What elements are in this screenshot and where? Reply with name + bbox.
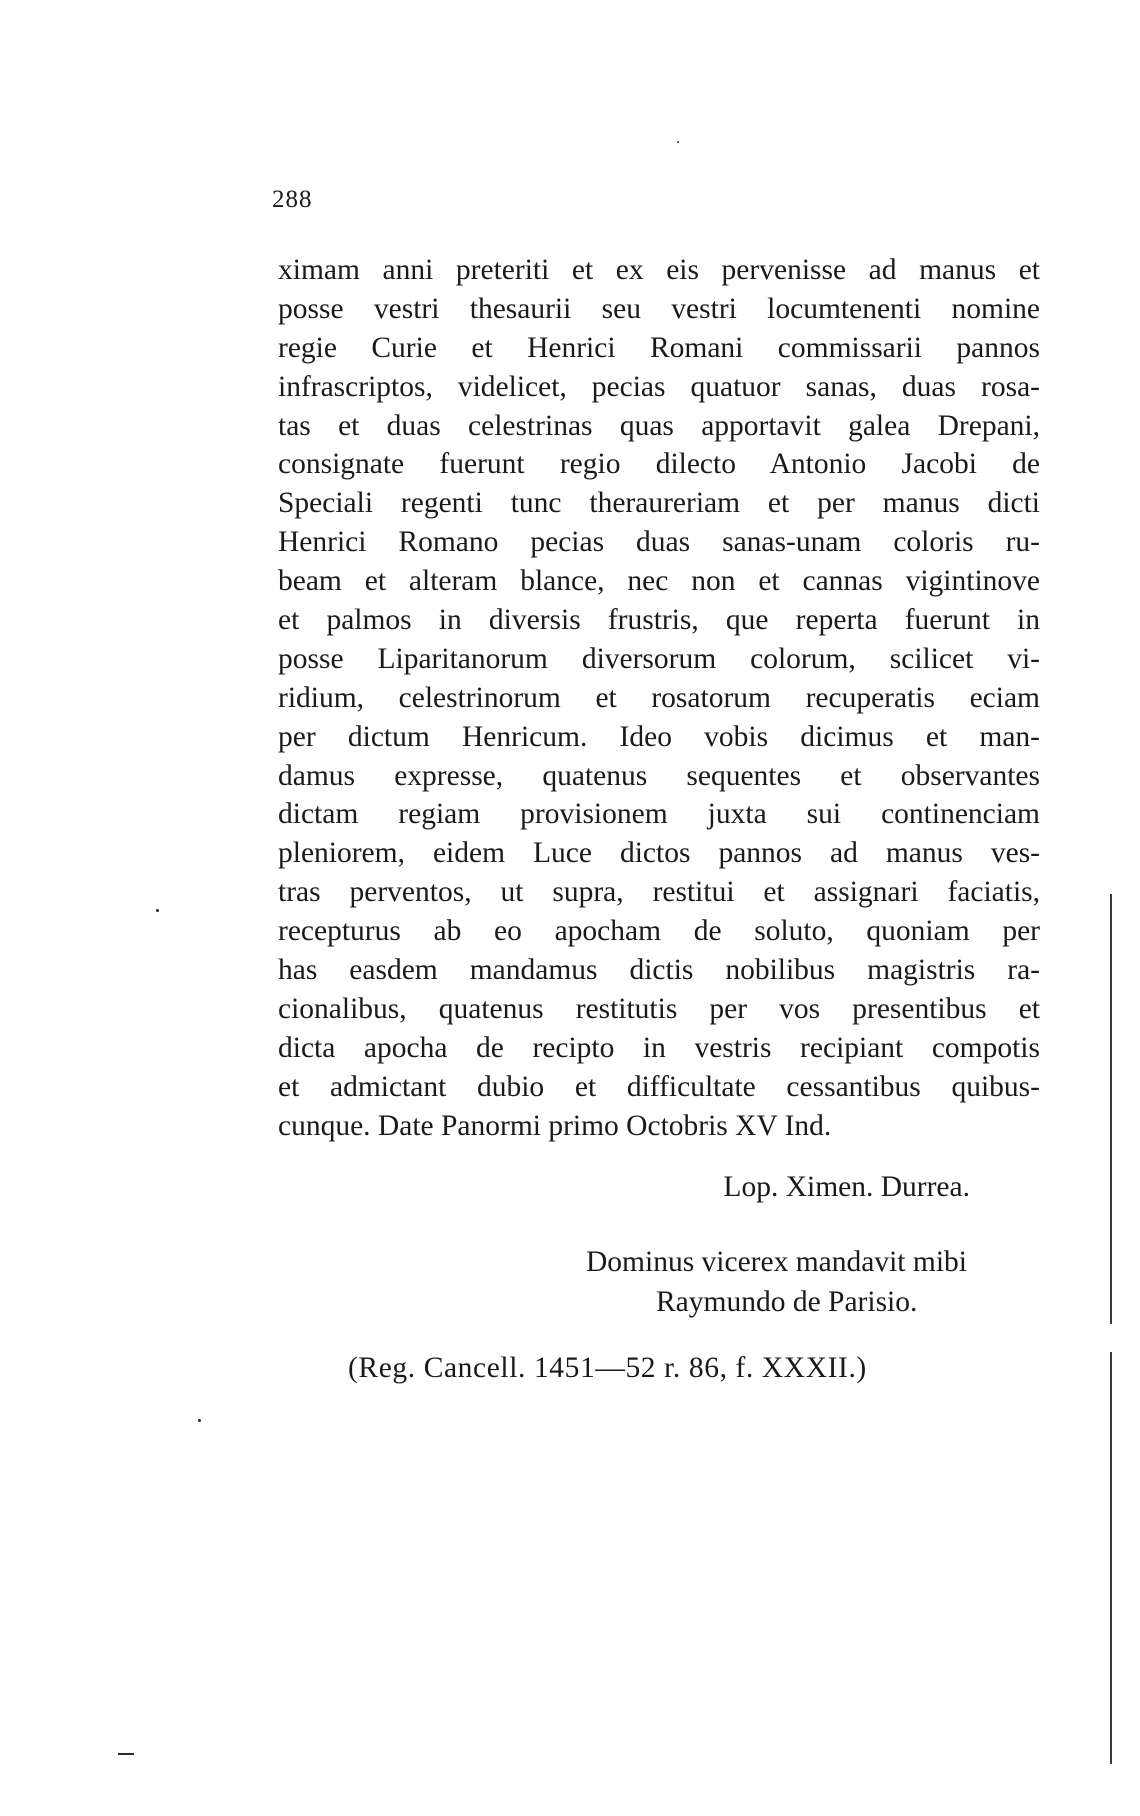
- text-line: dicta apocha de recipto in vestris recipiant compotis: [278, 1031, 1040, 1064]
- text-line: pleniorem, eidem Luce dictos pannos ad manus ves-: [278, 837, 1040, 870]
- archival-citation: (Reg. Cancell. 1451—52 r. 86, f. XXXII.): [348, 1352, 867, 1384]
- order-line: Raymundo de Parisio.: [656, 1286, 918, 1318]
- page-number: 288: [272, 186, 313, 213]
- text-line: et palmos in diversis frustris, que reperta fuerunt in: [278, 604, 1040, 637]
- order-block: [586, 1242, 1046, 1322]
- scan-margin-line: [1110, 1352, 1112, 1764]
- body-text: [278, 251, 1040, 1145]
- text-line: per dictum Henricum. Ideo vobis dicimus et man-: [278, 720, 1040, 753]
- text-line: dictam regiam provisionem juxta sui continenciam: [278, 798, 1040, 831]
- text-line: Henrici Romano pecias duas sanas-unam coloris ru-: [278, 526, 1040, 559]
- scan-mark: [118, 1753, 134, 1755]
- text-line: cionalibus, quatenus restitutis per vos presentibus et: [278, 992, 1040, 1025]
- scan-margin-line: [1110, 894, 1112, 1324]
- scan-speck: [156, 909, 159, 912]
- text-line: Speciali regenti tunc theraureriam et per manus dicti: [278, 487, 1040, 520]
- text-line: ridium, celestrinorum et rosatorum recuperatis eciam: [278, 681, 1040, 714]
- text-line: beam et alteram blance, nec non et cannas vigintinove: [278, 565, 1040, 598]
- text-line: damus expresse, quatenus sequentes et observantes: [278, 759, 1040, 792]
- text-line: posse Liparitanorum diversorum colorum, scilicet vi-: [278, 642, 1040, 675]
- text-line: et admictant dubio et difficultate cessantibus quibus-: [278, 1070, 1040, 1103]
- text-line: ximam anni preteriti et ex eis pervenisse ad manus et: [278, 254, 1040, 286]
- text-line: infrascriptos, videlicet, pecias quatuor sanas, duas rosa-: [278, 370, 1040, 403]
- signature: Lop. Ximen. Durrea.: [723, 1171, 970, 1203]
- order-line: Dominus vicerex mandavit mibi: [586, 1246, 967, 1278]
- scan-speck: [198, 1419, 201, 1422]
- text-line: has easdem mandamus dictis nobilibus magistris ra-: [278, 954, 1040, 987]
- text-line: tras perventos, ut supra, restitui et assignari faciatis,: [278, 876, 1040, 909]
- text-line: posse vestri thesaurii seu vestri locumtenenti nomine: [278, 292, 1040, 325]
- text-line: consignate fuerunt regio dilecto Antonio Jacobi de: [278, 448, 1040, 481]
- text-line: tas et duas celestrinas quas apportavit galea Drepani,: [278, 409, 1040, 442]
- text-line: regie Curie et Henrici Romani commissarii pannos: [278, 331, 1040, 364]
- scan-speck: [677, 141, 679, 143]
- text-line: recepturus ab eo apocham de soluto, quoniam per: [278, 915, 1040, 948]
- text-line-final: cunque. Date Panormi primo Octobris XV Ind.: [278, 1109, 832, 1142]
